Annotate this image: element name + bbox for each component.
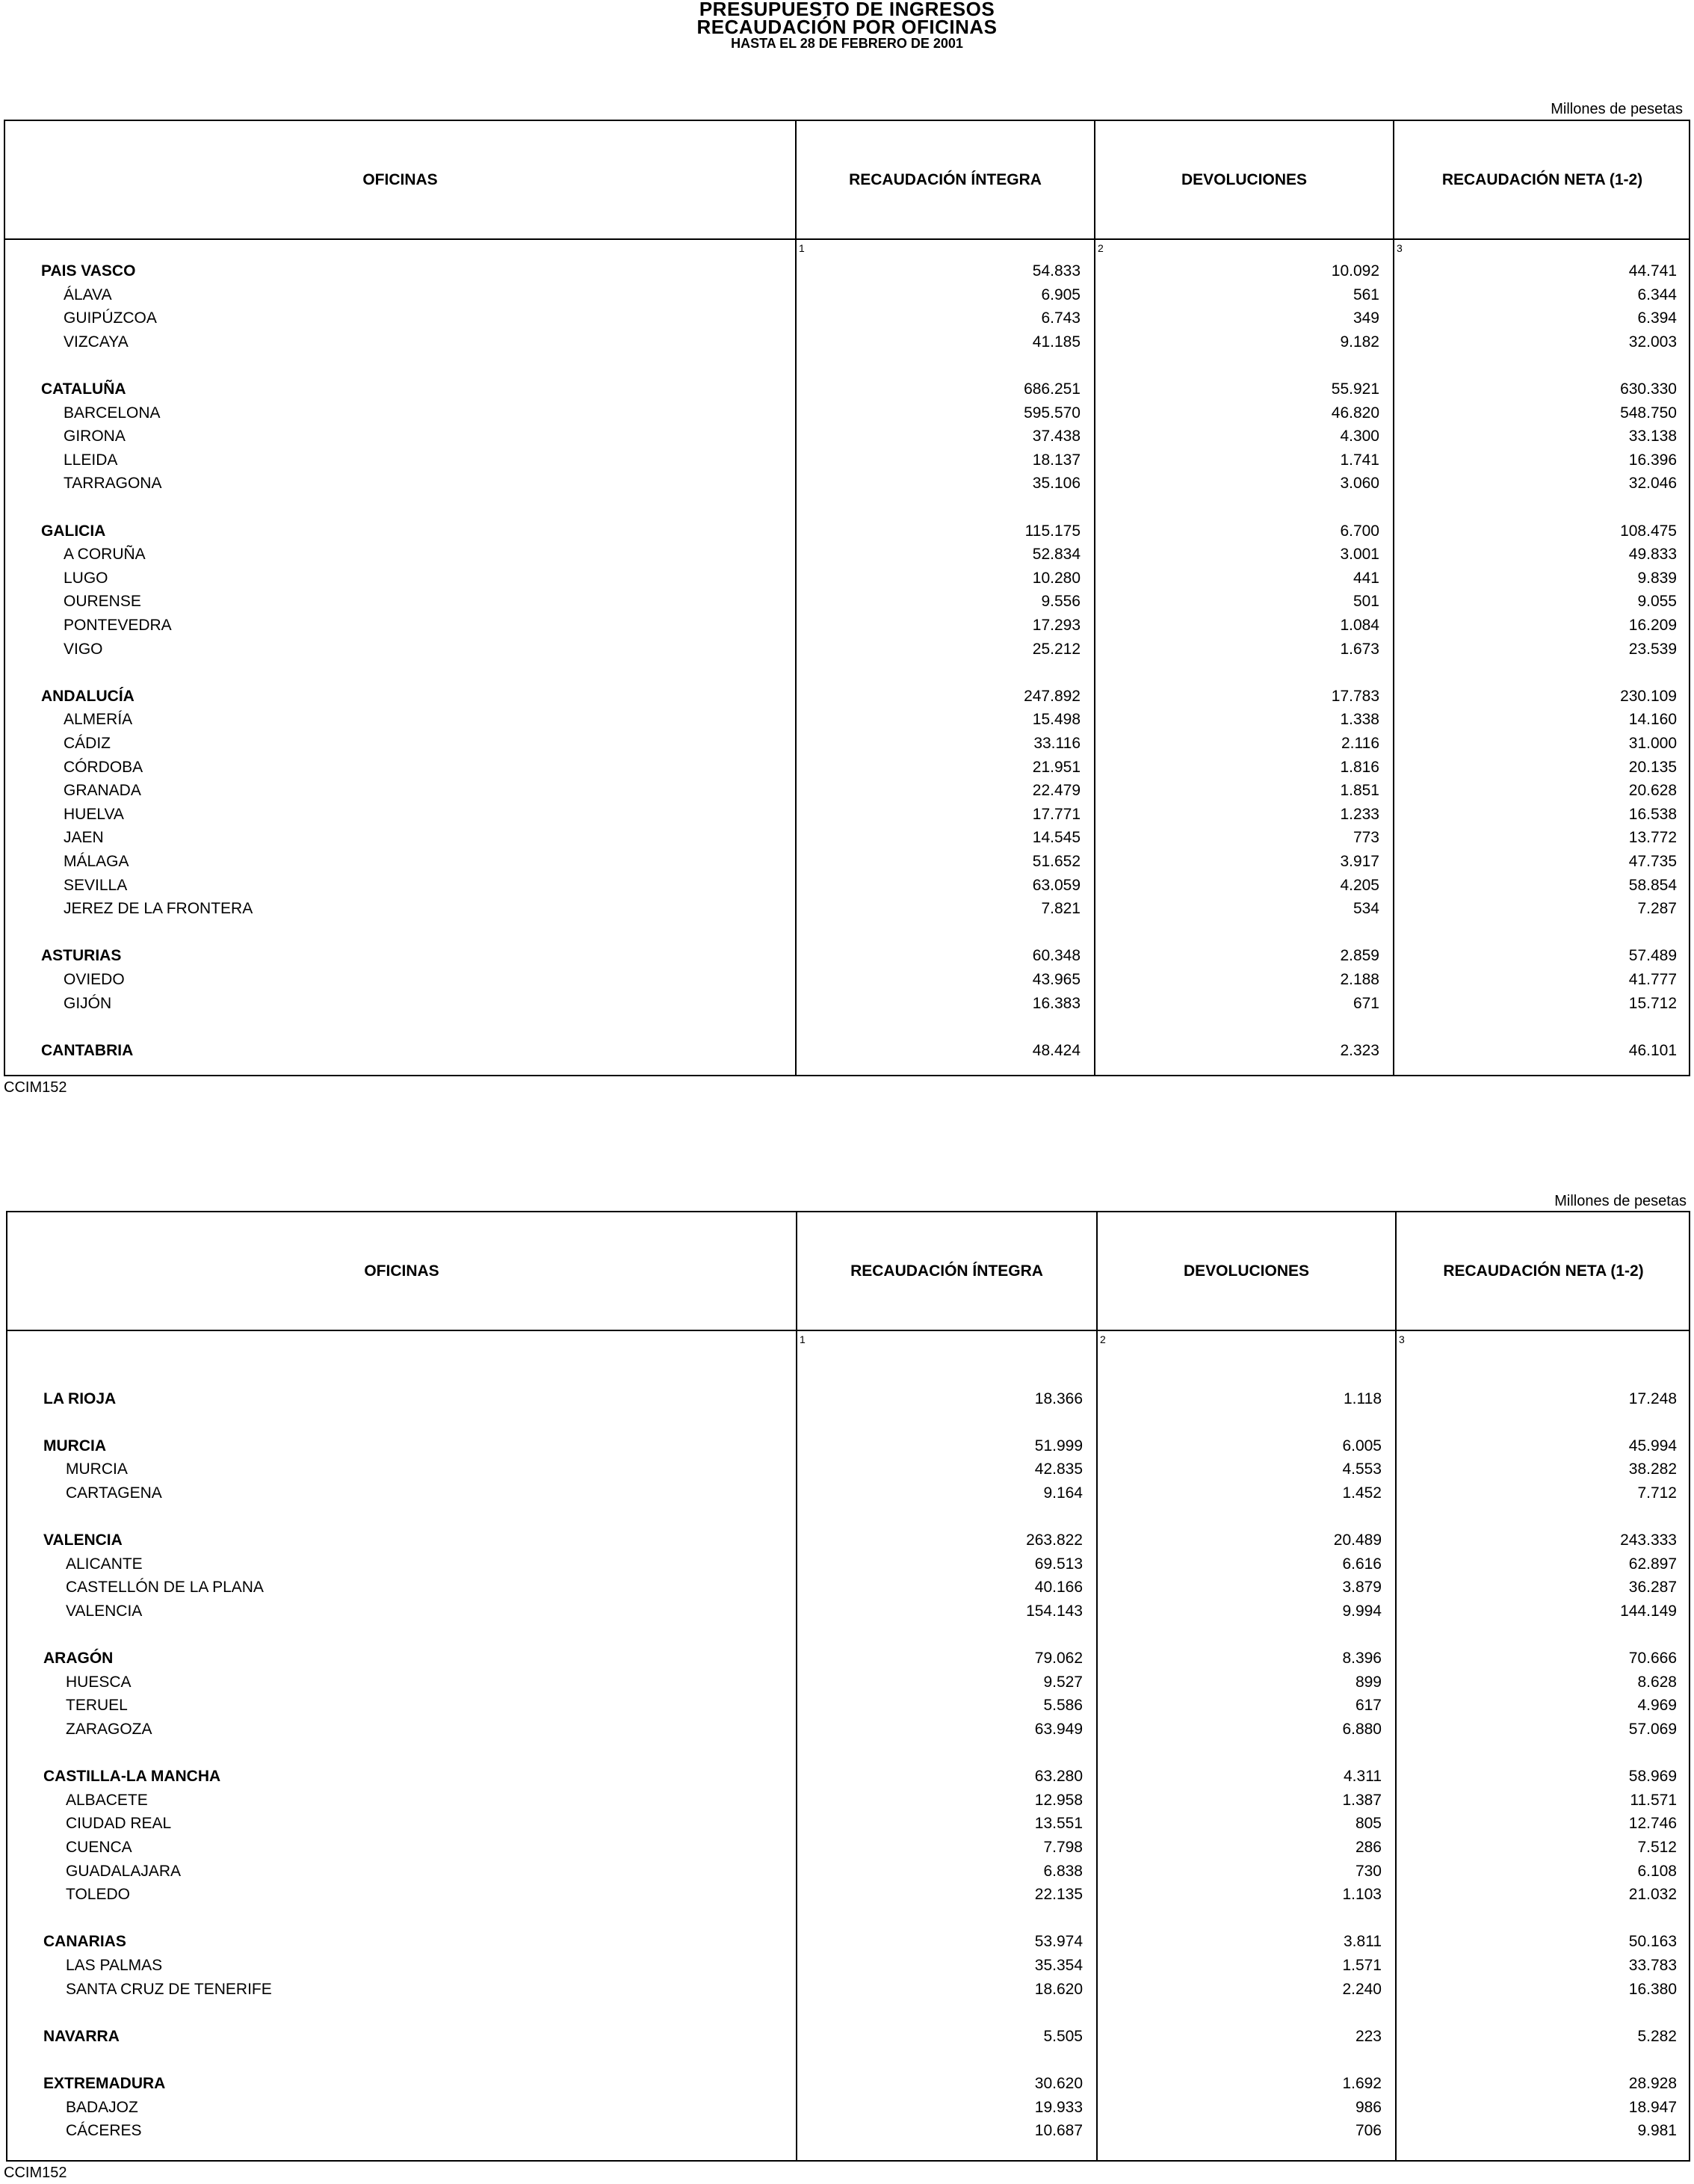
office-name: MÁLAGA <box>64 853 129 870</box>
office-row <box>5 995 1689 1019</box>
neta-value: 47.735 <box>1628 853 1677 870</box>
integra-value: 18.137 <box>1032 451 1081 469</box>
devoluciones-value: 3.811 <box>1344 1933 1382 1951</box>
integra-value: 10.687 <box>1034 2122 1083 2140</box>
devoluciones-value: 671 <box>1353 994 1379 1012</box>
devoluciones-value: 561 <box>1353 286 1379 303</box>
devoluciones-value: 1.118 <box>1344 1389 1382 1407</box>
neta-value: 14.160 <box>1628 711 1677 729</box>
devoluciones-value: 1.741 <box>1340 451 1379 469</box>
office-name: LUGO <box>64 569 108 587</box>
column-number-3: 3 <box>1397 242 1403 254</box>
office-row <box>5 971 1689 995</box>
office-name: JEREZ DE LA FRONTERA <box>64 900 253 918</box>
neta-value: 45.994 <box>1628 1437 1677 1455</box>
office-row <box>7 1579 1689 1602</box>
integra-value: 41.185 <box>1032 333 1081 351</box>
neta-value: 41.777 <box>1628 971 1677 988</box>
integra-value: 25.212 <box>1032 640 1081 658</box>
neta-value: 36.287 <box>1628 1579 1677 1597</box>
devoluciones-value: 773 <box>1353 829 1379 847</box>
office-row <box>5 877 1689 901</box>
devoluciones-value: 2.116 <box>1341 735 1379 752</box>
column-number-2: 2 <box>1098 242 1104 254</box>
region-row <box>5 262 1689 286</box>
office-name: VALENCIA <box>43 1531 123 1549</box>
neta-value: 630.330 <box>1620 380 1677 398</box>
office-name: SEVILLA <box>64 876 128 894</box>
integra-value: 22.479 <box>1032 782 1081 800</box>
office-row <box>5 900 1689 924</box>
office-row <box>7 1721 1689 1745</box>
devoluciones-value: 4.300 <box>1340 428 1379 445</box>
devoluciones-value: 1.103 <box>1342 1886 1382 1904</box>
neta-value: 23.539 <box>1628 640 1677 658</box>
integra-value: 48.424 <box>1032 1041 1081 1059</box>
header-divider <box>5 238 1689 240</box>
integra-value: 51.999 <box>1034 1437 1083 1455</box>
devoluciones-value: 2.240 <box>1342 1980 1382 1998</box>
office-name: ALICANTE <box>66 1555 143 1573</box>
column-number-1: 1 <box>799 242 805 254</box>
office-name: ÁLAVA <box>64 286 112 303</box>
neta-value: 70.666 <box>1628 1650 1677 1668</box>
office-row <box>5 593 1689 617</box>
office-name: VIZCAYA <box>64 333 129 351</box>
region-row <box>7 1650 1689 1674</box>
office-row <box>7 1886 1689 1910</box>
neta-value: 7.512 <box>1637 1839 1677 1856</box>
devoluciones-value: 20.489 <box>1333 1531 1382 1549</box>
office-name: CÓRDOBA <box>64 758 143 776</box>
neta-value: 57.489 <box>1628 947 1677 965</box>
office-name: CÁCERES <box>66 2122 142 2140</box>
integra-value: 595.570 <box>1024 404 1081 422</box>
devoluciones-value: 534 <box>1353 900 1379 918</box>
integra-value: 21.951 <box>1032 758 1081 776</box>
region-row <box>5 688 1689 712</box>
devoluciones-value: 46.820 <box>1331 404 1379 422</box>
devoluciones-value: 2.323 <box>1340 1041 1379 1059</box>
integra-value: 63.059 <box>1032 876 1081 894</box>
neta-value: 44.741 <box>1628 262 1677 280</box>
devoluciones-value: 6.700 <box>1340 522 1379 540</box>
region-row <box>5 522 1689 546</box>
neta-value: 6.108 <box>1637 1862 1677 1880</box>
neta-value: 4.969 <box>1637 1697 1677 1715</box>
integra-value: 16.383 <box>1032 994 1081 1012</box>
office-name: CARTAGENA <box>66 1484 162 1502</box>
devoluciones-value: 1.816 <box>1340 758 1379 776</box>
office-name: VIGO <box>64 640 103 658</box>
neta-value: 28.928 <box>1628 2075 1677 2092</box>
neta-value: 33.138 <box>1628 428 1677 445</box>
integra-value: 13.551 <box>1034 1815 1083 1833</box>
integra-value: 35.354 <box>1034 1957 1083 1974</box>
page-date-line: HASTA EL 28 DE FEBRERO DE 2001 <box>731 36 963 51</box>
devoluciones-value: 2.188 <box>1340 971 1379 988</box>
devoluciones-value: 1.851 <box>1340 782 1379 800</box>
neta-value: 15.712 <box>1628 994 1677 1012</box>
integra-value: 79.062 <box>1034 1650 1083 1668</box>
revenue-table-2 <box>6 1211 1690 2162</box>
office-row <box>5 286 1689 310</box>
office-name: ASTURIAS <box>41 947 122 965</box>
neta-value: 33.783 <box>1628 1957 1677 1974</box>
neta-value: 5.282 <box>1637 2027 1677 2045</box>
office-row <box>5 475 1689 499</box>
integra-value: 53.974 <box>1034 1933 1083 1951</box>
neta-value: 62.897 <box>1628 1555 1677 1573</box>
office-name: TERUEL <box>66 1697 128 1715</box>
office-name: ARAGÓN <box>43 1650 114 1668</box>
integra-value: 7.821 <box>1041 900 1081 918</box>
integra-value: 42.835 <box>1034 1460 1083 1478</box>
neta-value: 16.209 <box>1628 617 1677 634</box>
integra-value: 22.135 <box>1034 1886 1083 1904</box>
office-row <box>5 617 1689 641</box>
neta-value: 12.746 <box>1628 1815 1677 1833</box>
office-row <box>7 1792 1689 1816</box>
neta-value: 17.248 <box>1628 1389 1677 1407</box>
office-row <box>5 333 1689 357</box>
neta-value: 32.003 <box>1628 333 1677 351</box>
integra-value: 43.965 <box>1032 971 1081 988</box>
devoluciones-value: 986 <box>1355 2098 1382 2116</box>
page-title: PRESUPUESTO DE INGRESOS <box>699 0 995 20</box>
integra-value: 154.143 <box>1026 1602 1083 1620</box>
integra-value: 247.892 <box>1024 687 1081 705</box>
integra-value: 54.833 <box>1032 262 1081 280</box>
integra-value: 15.498 <box>1032 711 1081 729</box>
devoluciones-value: 2.859 <box>1340 947 1379 965</box>
neta-value: 9.839 <box>1637 569 1677 587</box>
neta-value: 20.135 <box>1628 758 1677 776</box>
office-name: MURCIA <box>66 1460 128 1478</box>
column-header-integra: RECAUDACIÓN ÍNTEGRA <box>849 170 1042 188</box>
region-row <box>5 1042 1689 1066</box>
devoluciones-value: 617 <box>1355 1697 1382 1715</box>
devoluciones-value: 223 <box>1355 2027 1382 2045</box>
office-row <box>5 309 1689 333</box>
neta-value: 49.833 <box>1628 546 1677 564</box>
column-header-oficinas: OFICINAS <box>364 1262 439 1280</box>
office-name: NAVARRA <box>43 2027 120 2045</box>
integra-value: 6.838 <box>1043 1862 1083 1880</box>
region-row <box>7 1933 1689 1957</box>
office-row <box>5 711 1689 735</box>
office-name: CÁDIZ <box>64 735 111 752</box>
integra-value: 18.366 <box>1034 1389 1083 1407</box>
neta-value: 58.854 <box>1628 876 1677 894</box>
integra-value: 9.556 <box>1041 593 1081 611</box>
office-name: TARRAGONA <box>64 475 162 493</box>
office-name: JAEN <box>64 829 104 847</box>
devoluciones-value: 10.092 <box>1331 262 1379 280</box>
office-name: ALBACETE <box>66 1791 148 1809</box>
office-row <box>7 1839 1689 1863</box>
office-name: CANTABRIA <box>41 1041 134 1059</box>
office-row <box>5 451 1689 475</box>
integra-value: 17.293 <box>1032 617 1081 634</box>
region-row <box>7 2075 1689 2099</box>
devoluciones-value: 1.084 <box>1340 617 1379 634</box>
neta-value: 57.069 <box>1628 1721 1677 1738</box>
revenue-table-1 <box>4 120 1690 1076</box>
devoluciones-value: 6.616 <box>1342 1555 1382 1573</box>
devoluciones-value: 9.994 <box>1342 1602 1382 1620</box>
integra-value: 51.652 <box>1032 853 1081 870</box>
office-row <box>5 404 1689 428</box>
integra-value: 35.106 <box>1032 475 1081 493</box>
devoluciones-value: 3.060 <box>1340 475 1379 493</box>
region-row <box>7 1390 1689 1414</box>
integra-value: 5.505 <box>1043 2027 1083 2045</box>
neta-value: 13.772 <box>1628 829 1677 847</box>
region-row <box>7 2028 1689 2052</box>
neta-value: 16.538 <box>1628 805 1677 823</box>
column-header-neta: RECAUDACIÓN NETA (1-2) <box>1443 1262 1644 1280</box>
office-name: HUESCA <box>66 1673 132 1691</box>
devoluciones-value: 1.338 <box>1340 711 1379 729</box>
devoluciones-value: 1.387 <box>1342 1791 1382 1809</box>
integra-value: 63.949 <box>1034 1721 1083 1738</box>
devoluciones-value: 1.233 <box>1340 805 1379 823</box>
neta-value: 108.475 <box>1620 522 1677 540</box>
devoluciones-value: 3.001 <box>1340 546 1379 564</box>
integra-value: 5.586 <box>1043 1697 1083 1715</box>
devoluciones-value: 730 <box>1355 1862 1382 1880</box>
region-row <box>7 1437 1689 1461</box>
office-name: LAS PALMAS <box>66 1957 163 1974</box>
column-header-neta: RECAUDACIÓN NETA (1-2) <box>1441 170 1643 188</box>
devoluciones-value: 1.673 <box>1340 640 1379 658</box>
office-name: ZARAGOZA <box>66 1721 152 1738</box>
column-header-oficinas: OFICINAS <box>362 170 438 188</box>
office-row <box>5 782 1689 806</box>
office-name: CASTELLÓN DE LA PLANA <box>66 1579 264 1597</box>
region-row <box>7 1768 1689 1792</box>
integra-value: 30.620 <box>1034 2075 1083 2092</box>
neta-value: 46.101 <box>1628 1041 1677 1059</box>
neta-value: 31.000 <box>1628 735 1677 752</box>
office-row <box>5 546 1689 570</box>
office-name: A CORUÑA <box>64 546 146 564</box>
devoluciones-value: 706 <box>1355 2122 1382 2140</box>
devoluciones-value: 286 <box>1355 1839 1382 1856</box>
neta-value: 144.149 <box>1620 1602 1677 1620</box>
neta-value: 7.287 <box>1637 900 1677 918</box>
office-row <box>7 1484 1689 1508</box>
office-name: EXTREMADURA <box>43 2075 166 2092</box>
neta-value: 6.394 <box>1637 309 1677 327</box>
office-name: HUELVA <box>64 805 124 823</box>
integra-value: 37.438 <box>1032 428 1081 445</box>
devoluciones-value: 1.571 <box>1342 1957 1382 1974</box>
column-header-devoluciones: DEVOLUCIONES <box>1181 170 1308 188</box>
integra-value: 6.743 <box>1041 309 1081 327</box>
office-row <box>7 1460 1689 1484</box>
devoluciones-value: 6.880 <box>1342 1721 1382 1738</box>
office-row <box>7 2122 1689 2146</box>
devoluciones-value: 4.553 <box>1342 1460 1382 1478</box>
integra-value: 52.834 <box>1032 546 1081 564</box>
office-name: VALENCIA <box>66 1602 143 1620</box>
office-name: LLEIDA <box>64 451 118 469</box>
office-row <box>5 428 1689 451</box>
office-name: CANARIAS <box>43 1933 126 1951</box>
devoluciones-value: 441 <box>1353 569 1379 587</box>
column-number-2: 2 <box>1100 1333 1106 1345</box>
devoluciones-value: 1.452 <box>1342 1484 1382 1502</box>
neta-value: 230.109 <box>1620 687 1677 705</box>
integra-value: 115.175 <box>1024 522 1081 540</box>
neta-value: 548.750 <box>1620 404 1677 422</box>
column-header-integra: RECAUDACIÓN ÍNTEGRA <box>850 1262 1043 1280</box>
integra-value: 69.513 <box>1034 1555 1083 1573</box>
page-subtitle: RECAUDACIÓN POR OFICINAS <box>696 16 998 38</box>
neta-value: 8.628 <box>1637 1673 1677 1691</box>
office-name: GALICIA <box>41 522 106 540</box>
devoluciones-value: 3.879 <box>1342 1579 1382 1597</box>
office-row <box>5 735 1689 759</box>
office-name: ANDALUCÍA <box>41 687 135 705</box>
office-name: TOLEDO <box>66 1886 130 1904</box>
neta-value: 58.969 <box>1628 1768 1677 1786</box>
region-row <box>5 380 1689 404</box>
neta-value: 21.032 <box>1628 1886 1677 1904</box>
office-name: ALMERÍA <box>64 711 133 729</box>
neta-value: 38.282 <box>1628 1460 1677 1478</box>
footer-code: CCIM152 <box>4 1079 67 1096</box>
office-name: OVIEDO <box>64 971 125 988</box>
office-name: CIUDAD REAL <box>66 1815 172 1833</box>
devoluciones-value: 501 <box>1353 593 1379 611</box>
header-divider <box>7 1330 1689 1331</box>
neta-value: 18.947 <box>1628 2098 1677 2116</box>
office-row <box>5 641 1689 664</box>
office-row <box>5 570 1689 593</box>
office-name: CATALUÑA <box>41 380 126 398</box>
column-header-devoluciones: DEVOLUCIONES <box>1183 1262 1310 1280</box>
office-row <box>7 2099 1689 2123</box>
devoluciones-value: 17.783 <box>1331 687 1379 705</box>
office-name: BARCELONA <box>64 404 161 422</box>
office-name: BADAJOZ <box>66 2098 138 2116</box>
integra-value: 18.620 <box>1034 1980 1083 1998</box>
office-name: LA RIOJA <box>43 1389 117 1407</box>
integra-value: 19.933 <box>1034 2098 1083 2116</box>
neta-value: 50.163 <box>1628 1933 1677 1951</box>
devoluciones-value: 55.921 <box>1331 380 1379 398</box>
office-row <box>5 806 1689 830</box>
integra-value: 686.251 <box>1024 380 1081 398</box>
neta-value: 9.981 <box>1637 2122 1677 2140</box>
office-row <box>7 1815 1689 1839</box>
integra-value: 7.798 <box>1043 1839 1083 1856</box>
office-row <box>5 853 1689 877</box>
office-row <box>5 759 1689 783</box>
office-name: PONTEVEDRA <box>64 617 172 634</box>
integra-value: 12.958 <box>1034 1791 1083 1809</box>
page-title-block <box>0 0 1694 51</box>
office-row <box>7 1957 1689 1981</box>
office-name: MURCIA <box>43 1437 106 1455</box>
integra-value: 263.822 <box>1026 1531 1083 1549</box>
devoluciones-value: 349 <box>1353 309 1379 327</box>
integra-value: 63.280 <box>1034 1768 1083 1786</box>
integra-value: 33.116 <box>1033 735 1081 752</box>
units-label: Millones de pesetas <box>1551 101 1683 117</box>
neta-value: 7.712 <box>1637 1484 1677 1502</box>
devoluciones-value: 3.917 <box>1340 853 1379 870</box>
neta-value: 11.571 <box>1630 1791 1677 1809</box>
devoluciones-value: 8.396 <box>1342 1650 1382 1668</box>
integra-value: 9.527 <box>1043 1673 1083 1691</box>
region-row <box>5 947 1689 971</box>
office-name: CASTILLA-LA MANCHA <box>43 1768 221 1786</box>
devoluciones-value: 4.311 <box>1344 1768 1382 1786</box>
office-row <box>7 1697 1689 1721</box>
office-row <box>7 1555 1689 1579</box>
footer-code: CCIM152 <box>4 2165 67 2181</box>
neta-value: 9.055 <box>1637 593 1677 611</box>
devoluciones-value: 899 <box>1355 1673 1382 1691</box>
neta-value: 6.344 <box>1637 286 1677 303</box>
column-number-3: 3 <box>1399 1333 1405 1345</box>
office-name: GRANADA <box>64 782 141 800</box>
devoluciones-value: 1.692 <box>1342 2075 1382 2092</box>
units-label: Millones de pesetas <box>1554 1193 1687 1209</box>
office-name: GUIPÚZCOA <box>64 309 157 327</box>
office-row <box>7 1981 1689 2005</box>
integra-value: 14.545 <box>1032 829 1081 847</box>
office-name: OURENSE <box>64 593 141 611</box>
integra-value: 10.280 <box>1032 569 1081 587</box>
devoluciones-value: 6.005 <box>1342 1437 1382 1455</box>
neta-value: 20.628 <box>1628 782 1677 800</box>
office-row <box>7 1674 1689 1697</box>
integra-value: 40.166 <box>1034 1579 1083 1597</box>
neta-value: 16.396 <box>1628 451 1677 469</box>
devoluciones-value: 4.205 <box>1340 876 1379 894</box>
region-row <box>7 1531 1689 1555</box>
column-number-1: 1 <box>800 1333 806 1345</box>
office-row <box>5 829 1689 853</box>
neta-value: 32.046 <box>1628 475 1677 493</box>
office-name: GUADALAJARA <box>66 1862 182 1880</box>
office-row <box>7 1863 1689 1887</box>
integra-value: 60.348 <box>1032 947 1081 965</box>
office-name: CUENCA <box>66 1839 132 1856</box>
devoluciones-value: 9.182 <box>1340 333 1379 351</box>
neta-value: 243.333 <box>1620 1531 1677 1549</box>
integra-value: 17.771 <box>1032 805 1081 823</box>
office-name: GIRONA <box>64 428 126 445</box>
neta-value: 16.380 <box>1628 1980 1677 1998</box>
office-name: GIJÓN <box>64 994 112 1012</box>
integra-value: 6.905 <box>1041 286 1081 303</box>
devoluciones-value: 805 <box>1355 1815 1382 1833</box>
office-row <box>7 1602 1689 1626</box>
integra-value: 9.164 <box>1043 1484 1083 1502</box>
office-name: SANTA CRUZ DE TENERIFE <box>66 1980 272 1998</box>
office-name: PAIS VASCO <box>41 262 136 280</box>
